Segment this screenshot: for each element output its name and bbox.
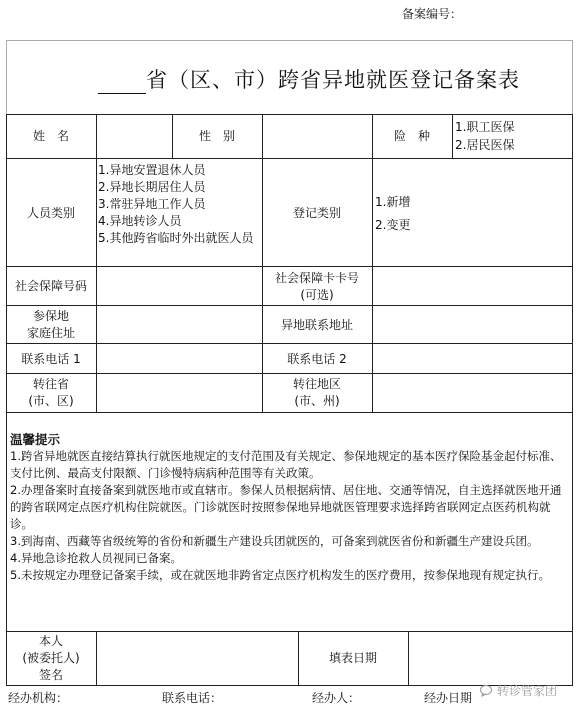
remote-address-field[interactable] [373,306,572,343]
remote-address-label: 异地联系地址 [280,318,353,332]
operator-date-label: 经办日期 [424,691,473,705]
dest-area-field[interactable] [373,374,572,412]
social-security-no-label: 社会保障号码 [14,279,87,293]
col-line [96,158,97,266]
name-label: 姓 名 [32,129,69,143]
header-box-left [6,40,7,114]
row-line [6,158,573,159]
person-category-option[interactable]: 3.常驻异地工作人员 [98,197,206,211]
dest-province-label: 转往省 [32,377,69,391]
watermark [480,682,557,699]
phone1-field[interactable] [97,344,262,373]
social-card-no-field[interactable] [373,267,572,305]
signer-label: 签名 [38,668,63,682]
tips-item: 1.跨省异地就医直接结算执行就医地规定的支付范围及有关规定、参保地规定的基本医疗保险基金起付标准、支付比例、最高支付限额、门诊慢特病病种范围等有关政策。 [10,449,562,480]
home-address-label: 家庭住址 [26,326,75,340]
person-category-option[interactable]: 4.异地转诊人员 [98,214,182,228]
fill-date-label: 填表日期 [328,651,377,665]
row-line [6,412,573,413]
watermark-text: 转诊管家团 [497,684,558,698]
form-title [98,64,520,94]
tips-item: 2.办理备案时直接备案到就医地市或直辖市。参保人员根据病情、居住地、交通等情况，自主选择就医地开通的跨省联网定点医疗机构住院就医。门诊就医时按照参保地异地就医管理要求选择跨省联网定点医药机构就诊。 [10,483,562,531]
insurance-option[interactable]: 1.职工医保 [455,120,515,134]
agency-label: 经办机构： [8,691,69,705]
insurance-option[interactable]: 2.居民医保 [455,138,515,152]
table-right-border [572,114,573,685]
fill-date-field[interactable] [409,632,572,685]
home-address-label: 参保地 [32,309,69,323]
insurance-label: 险 种 [393,129,430,143]
dest-province-label: (市、区) [28,394,74,408]
social-card-no-note: (可选) [300,288,334,302]
operator-label: 经办人： [312,691,361,705]
signer-label: (被委托人) [22,651,80,665]
social-security-no-field[interactable] [97,267,262,305]
title-blank [98,71,146,94]
title-text: 省（区、市）跨省异地就医登记备案表 [146,68,520,92]
dest-area-label: 转往地区 [292,377,341,391]
tips-item: 4.异地急诊抢救人员视同已备案。 [10,551,182,565]
gender-field[interactable] [263,115,372,158]
social-card-no-label: 社会保障卡卡号 [274,271,359,285]
tips-section [10,431,570,584]
phone2-field[interactable] [373,344,572,373]
col-line [452,114,453,158]
register-type-label: 登记类别 [292,206,341,220]
gender-label: 性 别 [198,129,235,143]
signer-label: 本人 [38,634,63,648]
person-category-option[interactable]: 2.异地长期居住人员 [98,180,206,194]
tips-item: 5.未按规定办理登记备案手续，或在就医地非跨省定点医疗机构发生的医疗费用，按参保地现有规定执行。 [10,568,550,582]
chat-bubble-icon [480,685,494,697]
person-category-option[interactable]: 5.其他跨省临时外出就医人员 [98,231,254,245]
agency-phone-label: 联系电话： [162,691,223,705]
name-field[interactable] [97,115,172,158]
dest-province-field[interactable] [97,374,262,412]
register-type-option[interactable]: 1.新增 [375,195,411,209]
tips-heading: 温馨提示 [10,432,61,447]
dest-area-label: (市、州) [294,394,340,408]
tips-item: 3.到海南、西藏等省级统筹的省份和新疆生产建设兵团就医的，可备案到就医省份和新疆生产建设兵团。 [10,534,539,548]
phone2-label: 联系电话 2 [287,352,347,366]
phone1-label: 联系电话 1 [21,352,81,366]
col-line [372,158,373,266]
record-number-label: 备案编号： [402,7,463,21]
header-box-right [572,40,573,114]
person-category-options [98,162,260,247]
header-box-top [6,40,573,41]
person-category-label: 人员类别 [26,206,75,220]
person-category-option[interactable]: 1.异地安置退休人员 [98,163,206,177]
home-address-field[interactable] [97,306,262,343]
signature-field[interactable] [97,632,298,685]
register-type-option[interactable]: 2.变更 [375,218,411,232]
